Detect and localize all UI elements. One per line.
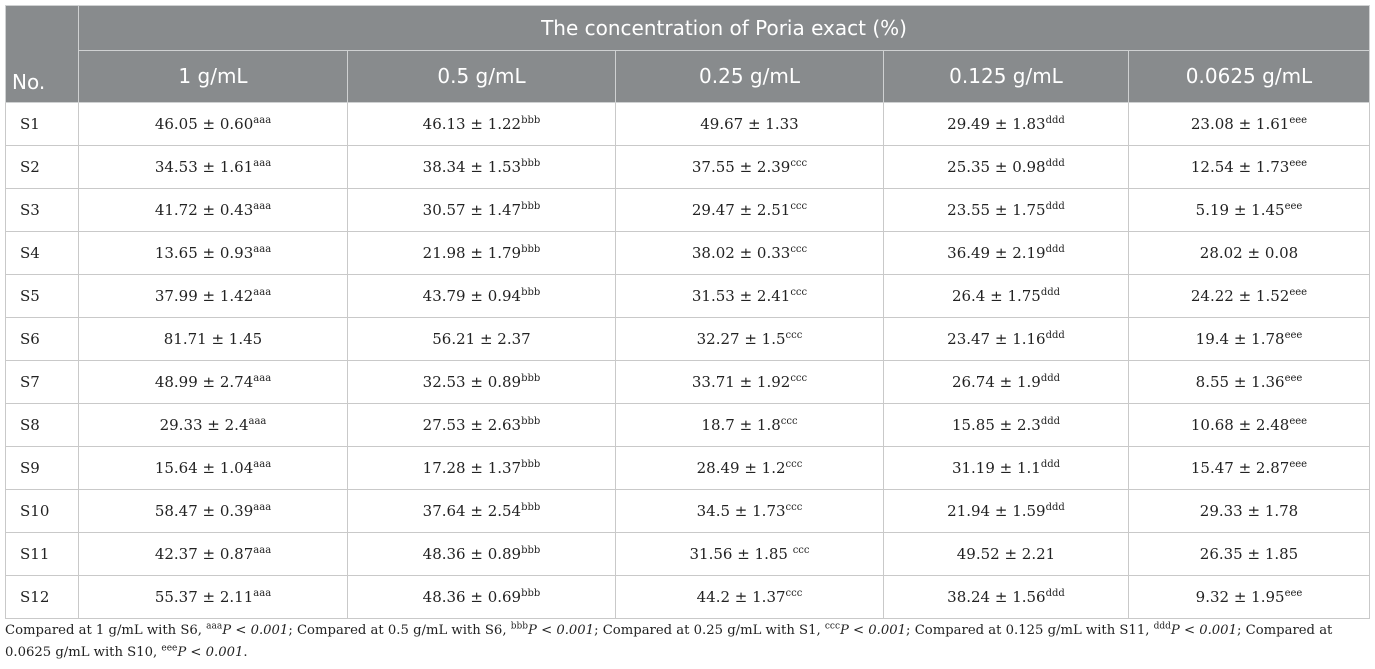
cell-value: 43.79 ± 0.94 bbox=[422, 286, 522, 305]
significance-marker: eee bbox=[1284, 329, 1303, 341]
significance-marker: aaa bbox=[253, 587, 272, 599]
cell-value: 48.36 ± 0.69 bbox=[422, 587, 522, 606]
column-header: 0.5 g/mL bbox=[348, 51, 616, 103]
table-cell bbox=[616, 489, 884, 532]
table-cell bbox=[348, 102, 616, 145]
row-label: S9 bbox=[6, 446, 79, 489]
cell-value: 37.55 ± 2.39 bbox=[691, 157, 791, 176]
significance-marker: ddd bbox=[1040, 286, 1061, 298]
table-cell bbox=[884, 532, 1129, 575]
table-row bbox=[6, 188, 1370, 231]
footnote-marker: ddd bbox=[1153, 621, 1171, 632]
significance-marker: ccc bbox=[785, 458, 803, 470]
header-empty-corner bbox=[6, 6, 79, 51]
cell-value: 38.02 ± 0.33 bbox=[691, 243, 791, 262]
significance-marker: ddd bbox=[1045, 587, 1065, 599]
significance-marker: bbb bbox=[521, 286, 541, 298]
table-cell bbox=[79, 403, 348, 446]
table-row bbox=[6, 317, 1370, 360]
table-cell bbox=[348, 360, 616, 403]
row-label: S12 bbox=[6, 575, 79, 618]
table-cell bbox=[616, 188, 884, 231]
cell-value: 58.47 ± 0.39 bbox=[154, 501, 254, 520]
table-cell bbox=[79, 188, 348, 231]
cell-value: 81.71 ± 1.45 bbox=[163, 329, 263, 348]
cell-value: 15.47 ± 2.87 bbox=[1190, 458, 1290, 477]
significance-marker: ccc bbox=[785, 587, 803, 599]
cell-value: 46.13 ± 1.22 bbox=[422, 114, 522, 133]
table-cell bbox=[616, 403, 884, 446]
footnote-pvalue: P < 0.001 bbox=[177, 645, 244, 660]
data-table-container bbox=[5, 5, 1369, 619]
significance-marker: ccc bbox=[790, 286, 808, 298]
cell-value: 24.22 ± 1.52 bbox=[1190, 286, 1290, 305]
footnote-separator: ; bbox=[288, 623, 297, 638]
cell-value: 5.19 ± 1.45 bbox=[1195, 200, 1285, 219]
column-header: 0.25 g/mL bbox=[616, 51, 884, 103]
significance-marker: aaa bbox=[253, 114, 272, 126]
table-cell bbox=[1129, 274, 1370, 317]
table-cell bbox=[79, 102, 348, 145]
table-cell bbox=[1129, 360, 1370, 403]
significance-marker: bbb bbox=[521, 157, 541, 169]
cell-value: 21.98 ± 1.79 bbox=[422, 243, 522, 262]
table-cell bbox=[1129, 102, 1370, 145]
significance-marker: ddd bbox=[1040, 415, 1061, 427]
header-group-row bbox=[6, 6, 1370, 51]
table-cell bbox=[348, 274, 616, 317]
footnote-separator: ; bbox=[906, 623, 915, 638]
table-cell bbox=[1129, 317, 1370, 360]
table-cell bbox=[79, 231, 348, 274]
table-row bbox=[6, 145, 1370, 188]
table-cell bbox=[79, 575, 348, 618]
header-column-row bbox=[6, 51, 1370, 103]
cell-value: 31.53 ± 2.41 bbox=[691, 286, 791, 305]
cell-value: 26.35 ± 1.85 bbox=[1199, 544, 1299, 563]
cell-value: 31.56 ± 1.85 bbox=[689, 544, 793, 563]
table-row bbox=[6, 102, 1370, 145]
table-cell bbox=[616, 360, 884, 403]
significance-marker: ddd bbox=[1040, 372, 1061, 384]
row-label: S7 bbox=[6, 360, 79, 403]
cell-value: 48.99 ± 2.74 bbox=[154, 372, 254, 391]
cell-value: 17.28 ± 1.37 bbox=[422, 458, 522, 477]
significance-marker: bbb bbox=[521, 501, 541, 513]
significance-marker: aaa bbox=[248, 415, 267, 427]
table-cell bbox=[348, 188, 616, 231]
concentration-table bbox=[5, 5, 1370, 619]
significance-marker: ccc bbox=[785, 501, 803, 513]
table-row bbox=[6, 360, 1370, 403]
cell-value: 29.47 ± 2.51 bbox=[691, 200, 791, 219]
cell-value: 10.68 ± 2.48 bbox=[1190, 415, 1290, 434]
footnote-separator: ; bbox=[1236, 623, 1246, 638]
table-cell bbox=[79, 145, 348, 188]
cell-value: 44.2 ± 1.37 bbox=[696, 587, 786, 606]
cell-value: 8.55 ± 1.36 bbox=[1195, 372, 1285, 391]
cell-value: 15.85 ± 2.3 bbox=[951, 415, 1041, 434]
significance-marker: aaa bbox=[253, 501, 272, 513]
table-cell bbox=[348, 489, 616, 532]
significance-marker: eee bbox=[1289, 114, 1308, 126]
cell-value: 38.24 ± 1.56 bbox=[947, 587, 1046, 606]
column-header: 0.0625 g/mL bbox=[1129, 51, 1370, 103]
cell-value: 9.32 ± 1.95 bbox=[1195, 587, 1285, 606]
significance-marker: eee bbox=[1284, 372, 1303, 384]
table-cell bbox=[884, 489, 1129, 532]
table-cell bbox=[616, 145, 884, 188]
cell-value: 37.99 ± 1.42 bbox=[154, 286, 254, 305]
table-cell bbox=[348, 532, 616, 575]
cell-value: 19.4 ± 1.78 bbox=[1195, 329, 1285, 348]
cell-value: 13.65 ± 0.93 bbox=[154, 243, 254, 262]
row-label: S6 bbox=[6, 317, 79, 360]
table-row bbox=[6, 403, 1370, 446]
cell-value: 38.34 ± 1.53 bbox=[422, 157, 522, 176]
table-cell bbox=[884, 575, 1129, 618]
significance-marker: eee bbox=[1289, 415, 1308, 427]
footnote-text: Compared at 0.0625 g/mL with S10, bbox=[5, 623, 1333, 660]
row-label: S1 bbox=[6, 102, 79, 145]
table-cell bbox=[348, 575, 616, 618]
significance-marker: ccc bbox=[790, 200, 808, 212]
table-cell bbox=[1129, 575, 1370, 618]
table-cell bbox=[884, 360, 1129, 403]
cell-value: 18.7 ± 1.8 bbox=[701, 415, 781, 434]
cell-value: 15.64 ± 1.04 bbox=[154, 458, 254, 477]
table-cell bbox=[1129, 145, 1370, 188]
significance-marker: bbb bbox=[521, 200, 541, 212]
significance-marker: ddd bbox=[1045, 114, 1065, 126]
table-cell bbox=[884, 102, 1129, 145]
significance-marker: eee bbox=[1289, 286, 1308, 298]
cell-value: 49.67 ± 1.33 bbox=[700, 114, 799, 133]
table-cell bbox=[884, 188, 1129, 231]
footnote-text: Compared at 0.125 g/mL with S11, bbox=[914, 623, 1154, 638]
table-cell bbox=[884, 317, 1129, 360]
cell-value: 55.37 ± 2.11 bbox=[154, 587, 254, 606]
cell-value: 26.74 ± 1.9 bbox=[951, 372, 1041, 391]
row-label: S10 bbox=[6, 489, 79, 532]
cell-value: 29.33 ± 2.4 bbox=[159, 415, 249, 434]
table-cell bbox=[348, 317, 616, 360]
cell-value: 33.71 ± 1.92 bbox=[691, 372, 791, 391]
table-cell bbox=[79, 532, 348, 575]
table-cell bbox=[79, 446, 348, 489]
row-label: S2 bbox=[6, 145, 79, 188]
significance-marker: aaa bbox=[253, 286, 272, 298]
table-cell bbox=[884, 145, 1129, 188]
cell-value: 48.36 ± 0.89 bbox=[422, 544, 522, 563]
footnote-marker: aaa bbox=[206, 621, 223, 632]
row-label: S3 bbox=[6, 188, 79, 231]
table-cell bbox=[348, 403, 616, 446]
table-cell bbox=[884, 403, 1129, 446]
table-cell bbox=[616, 317, 884, 360]
row-label: S8 bbox=[6, 403, 79, 446]
table-row bbox=[6, 274, 1370, 317]
table-cell bbox=[1129, 403, 1370, 446]
significance-marker: bbb bbox=[521, 458, 541, 470]
significance-marker: ccc bbox=[785, 329, 803, 341]
cell-value: 32.53 ± 0.89 bbox=[422, 372, 522, 391]
table-cell bbox=[616, 102, 884, 145]
significance-marker: bbb bbox=[521, 114, 541, 126]
significance-marker: eee bbox=[1284, 200, 1303, 212]
table-cell bbox=[616, 231, 884, 274]
row-label: S4 bbox=[6, 231, 79, 274]
row-header: No. bbox=[6, 51, 79, 103]
table-cell bbox=[79, 274, 348, 317]
table-row bbox=[6, 489, 1370, 532]
cell-value: 12.54 ± 1.73 bbox=[1190, 157, 1290, 176]
cell-value: 23.47 ± 1.16 bbox=[947, 329, 1046, 348]
significance-marker: bbb bbox=[521, 544, 541, 556]
significance-marker: eee bbox=[1289, 458, 1308, 470]
table-cell bbox=[79, 317, 348, 360]
cell-value: 46.05 ± 0.60 bbox=[154, 114, 254, 133]
cell-value: 28.02 ± 0.08 bbox=[1199, 243, 1299, 262]
cell-value: 29.33 ± 1.78 bbox=[1199, 501, 1299, 520]
table-body bbox=[6, 102, 1370, 618]
table-cell bbox=[616, 446, 884, 489]
footnote-marker: ccc bbox=[824, 621, 840, 632]
footnote-text: Compared at 1 g/mL with S6, bbox=[5, 623, 207, 638]
table-cell bbox=[884, 274, 1129, 317]
significance-marker: ddd bbox=[1045, 157, 1065, 169]
table-row bbox=[6, 446, 1370, 489]
footnote-text: Compared at 0.5 g/mL with S6, bbox=[296, 623, 511, 638]
cell-value: 28.49 ± 1.2 bbox=[696, 458, 786, 477]
table-cell bbox=[79, 360, 348, 403]
table-cell bbox=[884, 231, 1129, 274]
table-footnote bbox=[5, 620, 1373, 664]
table-row bbox=[6, 532, 1370, 575]
significance-marker: ccc bbox=[792, 544, 810, 556]
cell-value: 41.72 ± 0.43 bbox=[154, 200, 254, 219]
footnote-pvalue: P < 0.001 bbox=[222, 623, 289, 638]
significance-marker: eee bbox=[1289, 157, 1308, 169]
table-cell bbox=[1129, 489, 1370, 532]
cell-value: 31.19 ± 1.1 bbox=[951, 458, 1041, 477]
footnote-marker: bbb bbox=[510, 621, 529, 632]
table-cell bbox=[1129, 446, 1370, 489]
cell-value: 23.55 ± 1.75 bbox=[947, 200, 1046, 219]
table-cell bbox=[616, 274, 884, 317]
column-header: 1 g/mL bbox=[79, 51, 348, 103]
significance-marker: aaa bbox=[253, 544, 272, 556]
significance-marker: ccc bbox=[790, 157, 808, 169]
table-cell bbox=[1129, 532, 1370, 575]
cell-value: 37.64 ± 2.54 bbox=[422, 501, 522, 520]
cell-value: 30.57 ± 1.47 bbox=[422, 200, 522, 219]
footnote-marker: eee bbox=[161, 643, 178, 654]
table-cell bbox=[1129, 231, 1370, 274]
table-cell bbox=[616, 532, 884, 575]
significance-marker: ccc bbox=[790, 243, 808, 255]
table-row bbox=[6, 231, 1370, 274]
group-header: The concentration of Poria exact (%) bbox=[79, 6, 1370, 51]
significance-marker: bbb bbox=[521, 415, 541, 427]
significance-marker: aaa bbox=[253, 372, 272, 384]
table-cell bbox=[348, 446, 616, 489]
cell-value: 34.5 ± 1.73 bbox=[696, 501, 786, 520]
footnote-pvalue: P < 0.001 bbox=[528, 623, 595, 638]
footnote-pvalue: P < 0.001 bbox=[839, 623, 907, 638]
cell-value: 36.49 ± 2.19 bbox=[947, 243, 1046, 262]
significance-marker: ddd bbox=[1040, 458, 1061, 470]
significance-marker: ddd bbox=[1045, 501, 1065, 513]
cell-value: 26.4 ± 1.75 bbox=[951, 286, 1041, 305]
significance-marker: ccc bbox=[790, 372, 808, 384]
significance-marker: bbb bbox=[521, 372, 541, 384]
cell-value: 23.08 ± 1.61 bbox=[1190, 114, 1290, 133]
footnote-text: Compared at 0.25 g/mL with S1, bbox=[602, 623, 825, 638]
cell-value: 21.94 ± 1.59 bbox=[947, 501, 1046, 520]
footnote-separator: . bbox=[243, 645, 248, 660]
cell-value: 29.49 ± 1.83 bbox=[947, 114, 1046, 133]
column-header: 0.125 g/mL bbox=[884, 51, 1129, 103]
table-cell bbox=[348, 231, 616, 274]
table-cell bbox=[348, 145, 616, 188]
cell-value: 25.35 ± 0.98 bbox=[947, 157, 1046, 176]
table-cell bbox=[1129, 188, 1370, 231]
significance-marker: ddd bbox=[1045, 200, 1065, 212]
significance-marker: aaa bbox=[253, 157, 272, 169]
significance-marker: ddd bbox=[1045, 243, 1065, 255]
footnote-pvalue: P < 0.001 bbox=[1170, 623, 1237, 638]
significance-marker: aaa bbox=[253, 200, 272, 212]
significance-marker: aaa bbox=[253, 458, 272, 470]
cell-value: 32.27 ± 1.5 bbox=[696, 329, 786, 348]
footnote-separator: ; bbox=[594, 623, 603, 638]
significance-marker: ddd bbox=[1045, 329, 1065, 341]
significance-marker: bbb bbox=[521, 243, 541, 255]
cell-value: 34.53 ± 1.61 bbox=[154, 157, 254, 176]
cell-value: 27.53 ± 2.63 bbox=[422, 415, 522, 434]
table-cell bbox=[884, 446, 1129, 489]
table-cell bbox=[79, 489, 348, 532]
table-row bbox=[6, 575, 1370, 618]
row-label: S5 bbox=[6, 274, 79, 317]
table-cell bbox=[616, 575, 884, 618]
cell-value: 56.21 ± 2.37 bbox=[432, 329, 531, 348]
cell-value: 42.37 ± 0.87 bbox=[154, 544, 254, 563]
significance-marker: bbb bbox=[521, 587, 541, 599]
cell-value: 49.52 ± 2.21 bbox=[956, 544, 1056, 563]
significance-marker: ccc bbox=[780, 415, 798, 427]
significance-marker: eee bbox=[1284, 587, 1303, 599]
significance-marker: aaa bbox=[253, 243, 272, 255]
row-label: S11 bbox=[6, 532, 79, 575]
